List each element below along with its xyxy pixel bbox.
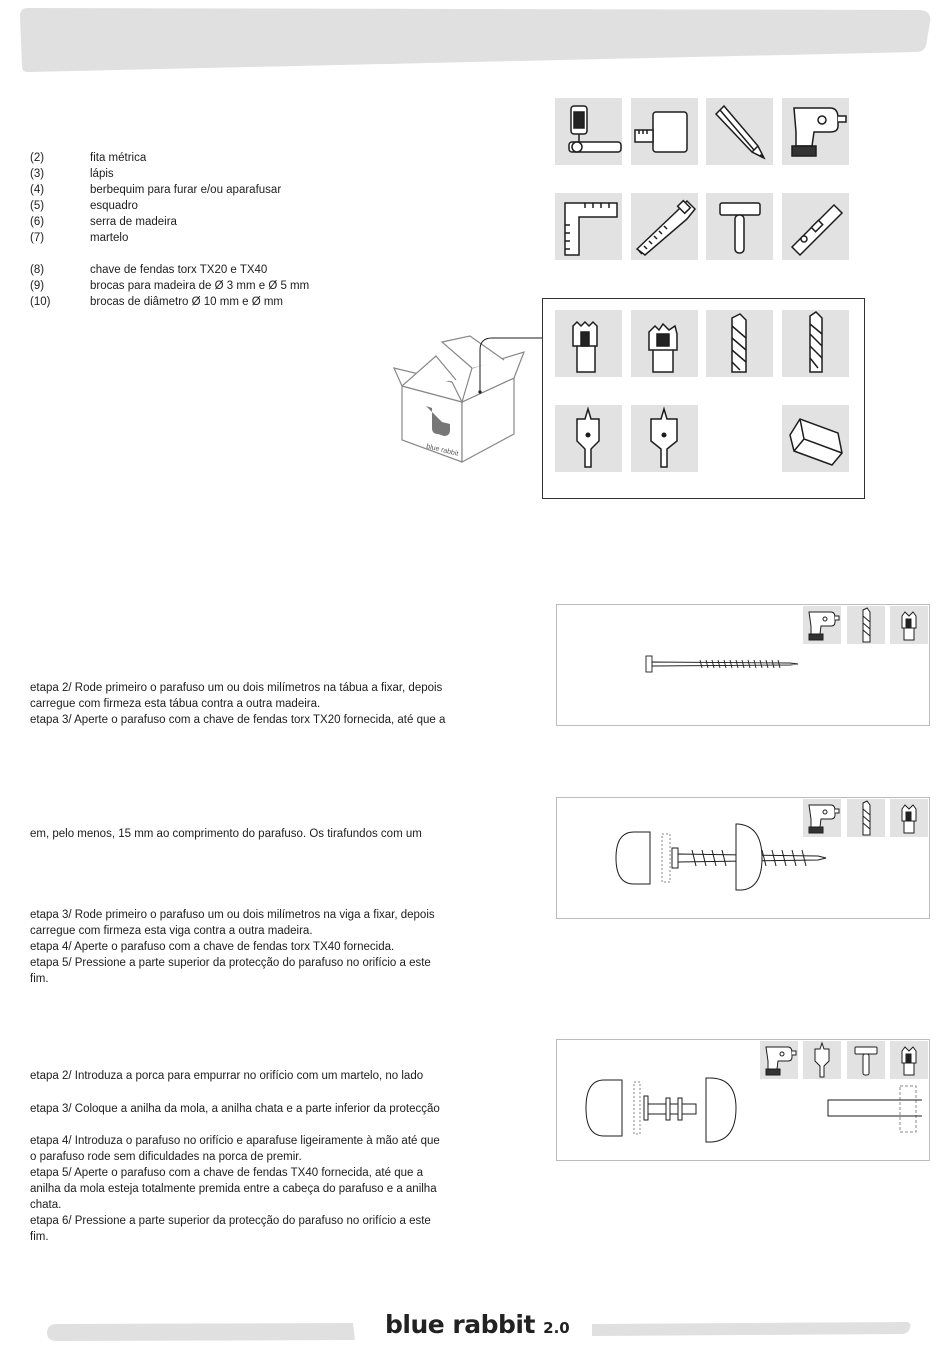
list-item: (10) brocas de diâmetro Ø 10 mm e Ø mm xyxy=(30,296,284,308)
drill-bit-icon xyxy=(706,310,773,377)
list-item: (6) serra de madeira xyxy=(30,216,177,228)
section3-text-b: etapa 3/ Coloque a anilha da mola, a anilha chata e a parte inferior da protecção xyxy=(30,1103,440,1115)
section1-text: etapa 2/ Rode primeiro o parafuso um ou dois milímetros na tábua a fixar, depois carregue com firmeza esta tábua contra a outra madeira. etapa 3/ Aperte o parafuso com a chave de fendas torx TX20 fornecida, até que a xyxy=(30,682,446,726)
footer-bar-left xyxy=(47,1323,355,1341)
pencil-icon xyxy=(706,98,773,165)
hex-key-icon xyxy=(782,405,849,472)
brand-logo: blue rabbit 2.0 xyxy=(385,1310,570,1339)
torx-bit-tx20-icon xyxy=(555,310,622,377)
bolt-diagram xyxy=(582,1070,922,1152)
square-ruler-icon xyxy=(555,193,622,260)
torx-bit-icon xyxy=(890,606,928,644)
svg-text:blue rabbit: blue rabbit xyxy=(425,443,459,458)
tools-list xyxy=(30,150,350,310)
hammer-icon xyxy=(706,193,773,260)
section3-text-a: etapa 2/ Introduza a porca para empurrar no orifício com um martelo, no lado xyxy=(30,1070,424,1082)
drill-icon xyxy=(782,98,849,165)
lag-screw-diagram xyxy=(612,820,832,900)
drill-icon xyxy=(803,606,841,644)
list-item: (3) lápis xyxy=(30,168,114,180)
saw-icon xyxy=(631,193,698,260)
spirit-level-icon xyxy=(782,193,849,260)
section2-text-a: em, pelo menos, 15 mm ao comprimento do parafuso. Os tirafundos com um xyxy=(30,828,422,840)
list-item: (7) martelo xyxy=(30,232,129,244)
drill-bit-icon xyxy=(782,310,849,377)
list-item: (2) fita métrica xyxy=(30,152,147,164)
footer-bar-right xyxy=(590,1322,912,1336)
header-banner xyxy=(20,8,932,74)
list-item: (9) brocas para madeira de Ø 3 mm e Ø 5 mm xyxy=(30,280,310,292)
spade-bit-icon xyxy=(555,405,622,472)
torx-bit-icon xyxy=(890,799,928,837)
tape-measure-icon xyxy=(631,98,698,165)
section3-text-c: etapa 4/ Introduza o parafuso no orifício e aparafuse ligeiramente à mão até que o parafuso rode sem dificuldades na porca de premir. etapa 5/ Aperte o parafuso com a chave de fendas TX40 fornecida, até que a anilha da mola esteja totalmente premida entre a cabeça do parafuso e a anilha chata. etapa 6/ Pressione a parte superior da protecção do parafuso no orifício a este fim. xyxy=(30,1135,440,1243)
torx-bit-tx40-icon xyxy=(631,310,698,377)
wrench-icon xyxy=(555,98,622,165)
drill-bit-icon xyxy=(847,799,885,837)
section2-text-b: etapa 3/ Rode primeiro o parafuso um ou dois milímetros na viga a fixar, depois carregue com firmeza esta viga contra a outra madeira. etapa 4/ Aperte o parafuso com a chave de fendas torx TX40 fornecida. etapa 5/ Pressione a parte superior da protecção do parafuso no orifício a este fim. xyxy=(30,909,435,985)
drill-bit-icon xyxy=(847,606,885,644)
callout-line xyxy=(472,330,552,400)
list-item: (5) esquadro xyxy=(30,200,138,212)
spade-bit-icon xyxy=(631,405,698,472)
wood-screw-diagram xyxy=(640,652,800,676)
list-item: (8) chave de fendas torx TX20 e TX40 xyxy=(30,264,268,276)
list-item: (4) berbequim para furar e/ou aparafusar xyxy=(30,184,282,196)
